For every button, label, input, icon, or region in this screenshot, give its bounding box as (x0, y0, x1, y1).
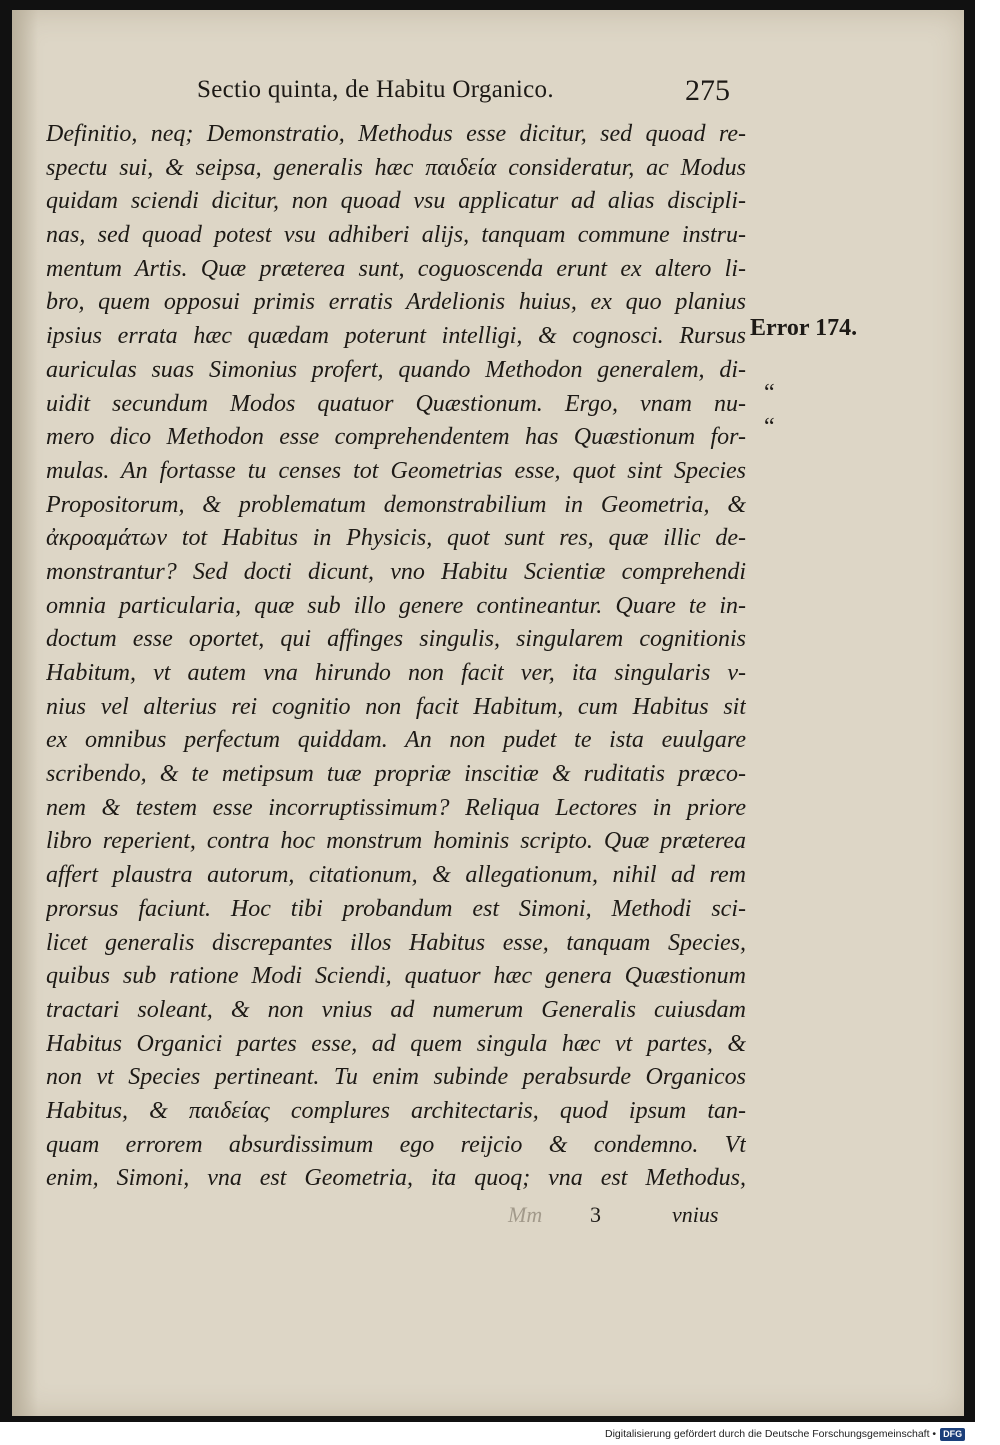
text-line: mero dico Methodon esse comprehendentem has Quæstionum for- (46, 424, 746, 451)
text-line: non vt Species pertineant. Tu enim subinde perabsurde Organicos (46, 1064, 746, 1091)
text-line: monstrantur? Sed docti dicunt, vno Habitu Scientiæ comprehendi (46, 558, 746, 585)
text-line: bro, quem opposui primis erratis Ardelionis huius, ex quo planius (46, 289, 746, 316)
body-text (46, 118, 746, 1196)
text-line: nius vel alterius rei cognitio non facit Habitum, cum Habitus sit (46, 693, 746, 720)
text-line: affert plaustra autorum, citationum, & allegationum, nihil ad rem (46, 862, 746, 889)
text-line: doctum esse oportet, qui affinges singulis, singularem cognitionis (46, 626, 746, 653)
page-number: 275 (685, 74, 730, 107)
text-line: Propositorum, & problematum demonstrabilium in Geometria, & (46, 491, 746, 518)
text-line: tractari soleant, & non vnius ad numerum Generalis cuiusdam (46, 996, 746, 1023)
text-line: nem & testem esse incorruptissimum? Reliqua Lectores in priore (46, 794, 746, 821)
text-line: quam errorem absurdissimum ego reijcio & condemno. Vt (46, 1131, 746, 1158)
margin-note-error: Error 174. (750, 315, 858, 341)
credit-text: Digitalisierung gefördert durch die Deutsche Forschungsgemeinschaft • (605, 1428, 937, 1440)
text-line: Habitus Organici partes esse, ad quem singula hæc vt partes, & (46, 1030, 746, 1057)
margin-quote-mark: “ (764, 414, 775, 440)
signature-number: 3 (590, 1202, 601, 1227)
text-line: licet generalis discrepantes illos Habitus esse, tanquam Species, (46, 929, 746, 956)
text-line: nas, sed quoad potest vsu adhiberi alijs, tanquam commune instru- (46, 222, 746, 249)
page-header (12, 70, 964, 110)
text-line: Definitio, neq; Demonstratio, Methodus esse dicitur, sed quoad re- (46, 121, 746, 147)
text-line: mentum Artis. Quæ præterea sunt, coguoscenda erunt ex altero li- (46, 255, 746, 282)
digitization-credit (605, 1426, 965, 1442)
text-line: spectu sui, & seipsa, generalis hæc παιδεία consideratur, ac Modus (46, 154, 746, 181)
text-line: Habitum, vt autem vna hirundo non facit ver, ita singularis v- (46, 660, 746, 686)
text-line: ipsius errata hæc quædam poterunt intelligi, & cognosci. Rursus (46, 323, 746, 350)
text-line: mulas. An fortasse tu censes tot Geometrias esse, quot sint Species (46, 457, 746, 484)
page-gutter-shadow (12, 10, 38, 1416)
book-page (12, 10, 964, 1416)
text-line: uidit secundum Modos quatuor Quæstionum. Ergo, vnam nu- (46, 390, 746, 417)
text-line: quidam sciendi dicitur, non quoad vsu applicatur ad alias discipli- (46, 188, 746, 215)
catchword: vnius (672, 1202, 719, 1227)
text-line: ἀκροαμάτων tot Habitus in Physicis, quot sunt res, quæ illic de- (46, 525, 746, 552)
text-line: scribendo, & te metipsum tuæ propriæ inscitiæ & ruditatis præco- (46, 761, 746, 788)
text-line: Habitus, & παιδείας complures architectaris, quod ipsum tan- (46, 1097, 746, 1124)
text-line: libro reperient, contra hoc monstrum hominis scripto. Quæ præterea (46, 828, 746, 855)
text-line: enim, Simoni, vna est Geometria, ita quoq; vna est Methodus, (46, 1165, 746, 1192)
running-title: Sectio quinta, de Habitu Organico. (197, 76, 554, 103)
dfg-logo: DFG (940, 1428, 965, 1441)
text-line: ex omnibus perfectum quiddam. An non pudet te ista euulgare (46, 727, 746, 754)
margin-quote-mark: “ (764, 380, 775, 406)
text-line: omnia particularia, quæ sub illo genere contineantur. Quare te in- (46, 592, 746, 619)
text-line: quibus sub ratione Modi Sciendi, quatuor hæc genera Quæstionum (46, 963, 746, 990)
text-line: prorsus faciunt. Hoc tibi probandum est Simoni, Methodi sci- (46, 895, 746, 922)
text-line: auriculas suas Simonius profert, quando Methodon generalem, di- (46, 356, 746, 383)
signature-mark: Mm (508, 1202, 543, 1227)
